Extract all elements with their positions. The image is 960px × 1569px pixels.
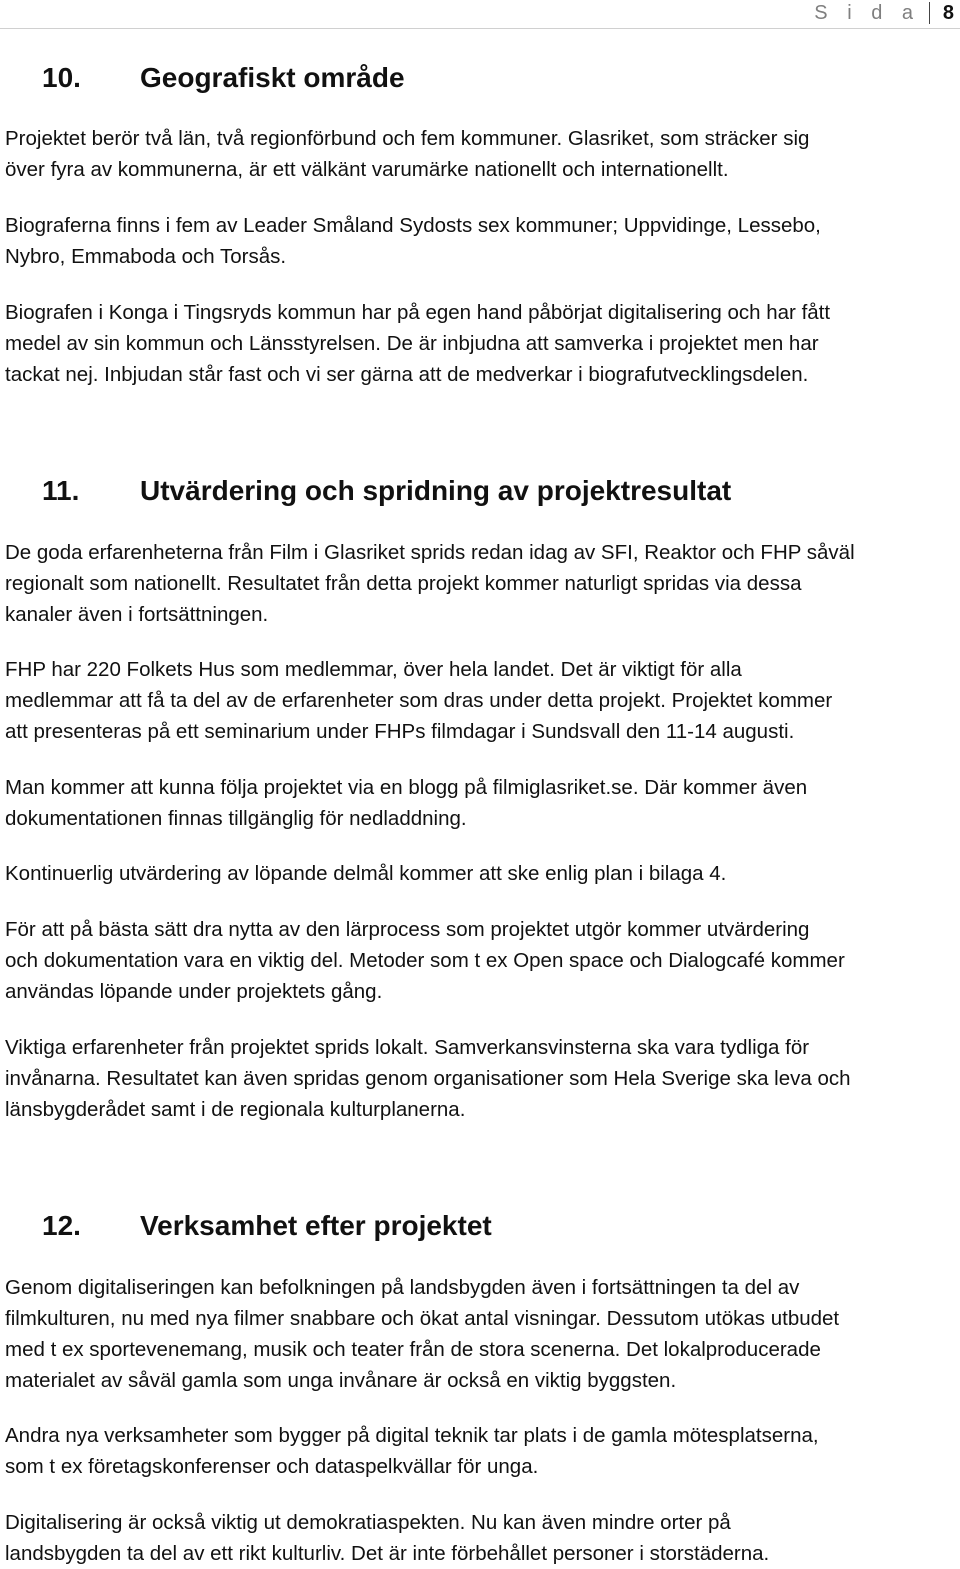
text-line: Biografen i Konga i Tingsryds kommun har på egen hand påbörjat digitalisering och har fått xyxy=(5,301,831,324)
page-label: S i d a xyxy=(814,2,920,24)
paragraph xyxy=(5,1272,957,1396)
paragraph xyxy=(5,1420,957,1482)
paragraph xyxy=(5,1032,957,1125)
text-line: som t ex företagskonferenser och dataspelkvällar för unga. xyxy=(5,1455,539,1478)
page-separator xyxy=(929,2,930,24)
paragraph xyxy=(5,210,957,272)
text-line: länsbygderådet samt i de regionala kulturplanerna. xyxy=(5,1098,466,1121)
section-title: Verksamhet efter projektet xyxy=(140,1210,492,1241)
text-line: materialet av såväl gamla som unga invånare är också en viktig byggsten. xyxy=(5,1369,677,1392)
text-line: användas löpande under projektets gång. xyxy=(5,980,383,1003)
text-line: över fyra av kommunerna, är ett välkänt varumärke nationellt och internationellt. xyxy=(5,158,729,181)
text-line: FHP har 220 Folkets Hus som medlemmar, över hela landet. Det är viktigt för alla xyxy=(5,658,742,681)
text-line: Kontinuerlig utvärdering av löpande delmål kommer att ske enlig plan i bilaga 4. xyxy=(5,862,727,885)
section-number: 11. xyxy=(42,475,80,506)
paragraph xyxy=(5,537,957,630)
paragraph xyxy=(5,914,957,1007)
text-line: och dokumentation vara en viktig del. Metoder som t ex Open space och Dialogcafé kommer xyxy=(5,949,845,972)
text-line: Viktiga erfarenheter från projektet sprids lokalt. Samverkansvinsterna ska vara tydliga för xyxy=(5,1036,810,1059)
text-line: Andra nya verksamheter som bygger på digital teknik tar plats i de gamla mötesplatserna, xyxy=(5,1424,819,1447)
text-line: medel av sin kommun och Länsstyrelsen. De är inbjudna att samverka i projektet men har xyxy=(5,332,819,355)
page-number: 8 xyxy=(942,2,954,24)
section-number: 12. xyxy=(42,1210,81,1241)
text-line: Nybro, Emmaboda och Torsås. xyxy=(5,245,287,268)
page-header xyxy=(0,0,960,29)
text-line: med t ex sportevenemang, musik och teater från de stora scenerna. Det lokalproducerade xyxy=(5,1338,821,1361)
text-line: Digitalisering är också viktig ut demokratiaspekten. Nu kan även mindre orter på xyxy=(5,1511,731,1534)
text-line: filmkulturen, nu med nya filmer snabbare och ökat antal visningar. Dessutom utökas utbudet xyxy=(5,1307,840,1330)
text-line: tackat nej. Inbjudan står fast och vi ser gärna att de medverkar i biografutvecklingsdelen. xyxy=(5,363,809,386)
section-number: 10. xyxy=(42,62,81,93)
paragraph xyxy=(5,858,957,889)
text-line: landsbygden ta del av ett rikt kulturliv. Det är inte förbehållet personer i storstäderna. xyxy=(5,1542,770,1565)
text-line: Genom digitaliseringen kan befolkningen på landsbygden även i fortsättningen ta del av xyxy=(5,1276,800,1299)
text-line: För att på bästa sätt dra nytta av den lärprocess som projektet utgör kommer utvärdering xyxy=(5,918,810,941)
section-title: Geografiskt område xyxy=(140,62,405,93)
text-line: dokumentationen finnas tillgänglig för nedladdning. xyxy=(5,807,467,830)
paragraph xyxy=(5,654,957,747)
text-line: kanaler även i fortsättningen. xyxy=(5,603,269,626)
paragraph xyxy=(5,123,957,185)
section-title: Utvärdering och spridning av projektresultat xyxy=(140,475,732,506)
paragraph xyxy=(5,772,957,834)
text-line: medlemmar att få ta del av de erfarenheter som dras under detta projekt. Projektet kommer xyxy=(5,689,833,712)
text-line: Biograferna finns i fem av Leader Småland Sydosts sex kommuner; Uppvidinge, Lessebo, xyxy=(5,214,821,237)
text-line: Man kommer att kunna följa projektet via en blogg på filmiglasriket.se. Där kommer även xyxy=(5,776,808,799)
paragraph xyxy=(5,1507,957,1569)
text-line: invånarna. Resultatet kan även spridas genom organisationer som Hela Sverige ska leva och xyxy=(5,1067,851,1090)
paragraph xyxy=(5,297,957,390)
text-line: regionalt som nationellt. Resultatet från detta projekt kommer naturligt spridas via dessa xyxy=(5,572,802,595)
text-line: att presenteras på ett seminarium under FHPs filmdagar i Sundsvall den 11-14 augusti. xyxy=(5,720,795,743)
text-line: De goda erfarenheterna från Film i Glasriket sprids redan idag av SFI, Reaktor och FHP såväl xyxy=(5,541,855,564)
text-line: Projektet berör två län, två regionförbund och fem kommuner. Glasriket, som sträcker sig xyxy=(5,127,810,150)
